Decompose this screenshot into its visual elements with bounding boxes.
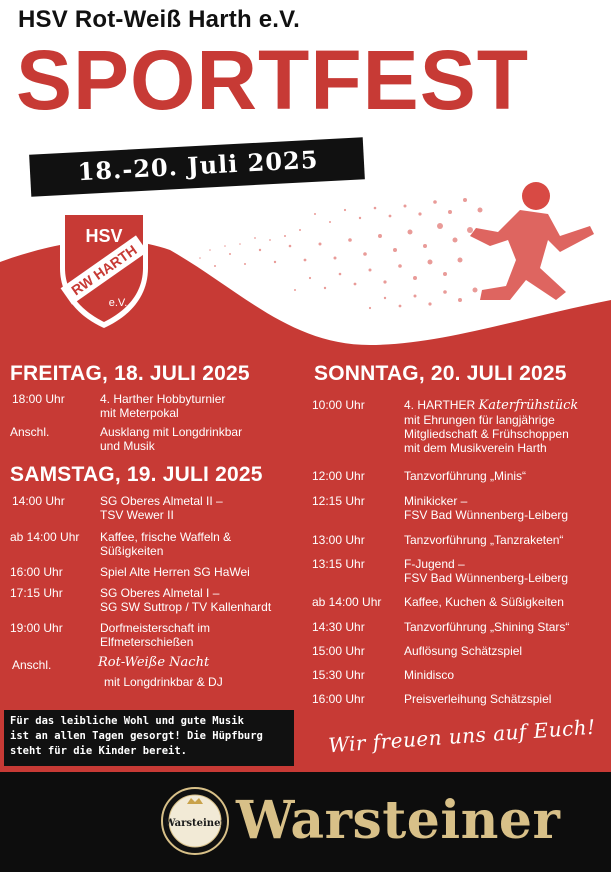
schedule-row bbox=[10, 586, 302, 616]
row-desc bbox=[404, 494, 568, 522]
row-line: Dorfmeisterschaft im bbox=[100, 621, 211, 635]
schedule-row bbox=[312, 692, 608, 708]
schedule-row bbox=[312, 494, 608, 524]
row-desc: Tanzvorführung „Shining Stars“ bbox=[404, 620, 570, 634]
note-line: steht für die Kinder bereit. bbox=[10, 745, 188, 757]
row-line: Süßigkeiten bbox=[100, 544, 164, 558]
badge-text: Warsteiner bbox=[164, 818, 226, 829]
row-desc: Kaffee, Kuchen & Süßigkeiten bbox=[404, 595, 564, 609]
row-desc bbox=[100, 621, 210, 649]
crest-bottom-text: e.V. bbox=[108, 297, 128, 309]
schedule-row bbox=[10, 425, 300, 455]
row-line: Ausklang mit Longdrinkbar bbox=[100, 425, 243, 439]
row-line: F-Jugend – bbox=[404, 557, 465, 571]
row-time: ab 14:00 Uhr bbox=[312, 595, 382, 609]
row-line: Minikicker – bbox=[404, 494, 468, 508]
schedule-row bbox=[10, 530, 302, 560]
row-time: Anschl. bbox=[10, 425, 50, 439]
row-line: und Musik bbox=[100, 439, 155, 453]
row-line: 4. Harther Hobbyturnier bbox=[100, 392, 226, 406]
row-time: 10:00 Uhr bbox=[312, 398, 365, 412]
row-desc: mit Longdrinkbar & DJ bbox=[104, 675, 223, 689]
row-time: 15:30 Uhr bbox=[312, 668, 365, 682]
schedule-row bbox=[312, 469, 608, 485]
schedule-row bbox=[312, 668, 608, 684]
row-time: 16:00 Uhr bbox=[10, 565, 63, 579]
row-time: 19:00 Uhr bbox=[10, 621, 63, 635]
row-line: FSV Bad Wünnenberg-Leiberg bbox=[404, 508, 569, 522]
row-desc bbox=[100, 392, 225, 420]
row-time: 12:15 Uhr bbox=[312, 494, 365, 508]
row-line: SG SW Suttrop / TV Kallenhardt bbox=[100, 600, 272, 614]
row-line: mit Meterpokal bbox=[100, 406, 179, 420]
schedule-row bbox=[312, 557, 608, 587]
schedule-row bbox=[312, 533, 608, 549]
row-desc bbox=[100, 586, 271, 614]
row-line: SG Oberes Almetal II – bbox=[100, 494, 223, 508]
event-dates: 18.-20. Juli 2025 bbox=[76, 144, 320, 187]
schedule-row bbox=[312, 644, 608, 660]
row-desc bbox=[100, 530, 231, 558]
row-time: ab 14:00 Uhr bbox=[10, 530, 80, 544]
schedule-row bbox=[12, 392, 302, 422]
row-time: 13:00 Uhr bbox=[312, 533, 365, 547]
row-time: 15:00 Uhr bbox=[312, 644, 365, 658]
schedule-row bbox=[12, 494, 302, 524]
row-desc: Spiel Alte Herren SG HaWei bbox=[100, 565, 250, 579]
row-time: 18:00 Uhr bbox=[12, 392, 65, 406]
row-desc bbox=[404, 557, 568, 585]
club-crest-logo bbox=[56, 206, 152, 330]
row-line: Mitgliedschaft & Frühschoppen bbox=[404, 427, 569, 441]
schedule-row bbox=[312, 595, 608, 611]
row-desc bbox=[100, 494, 223, 522]
row-time: 14:00 Uhr bbox=[12, 494, 65, 508]
row-desc: Minidisco bbox=[404, 668, 455, 682]
row-time: 13:15 Uhr bbox=[312, 557, 365, 571]
info-note bbox=[4, 710, 294, 766]
row-line: Kaffee, frische Waffeln & bbox=[100, 530, 232, 544]
row-desc: Preisverleihung Schätzspiel bbox=[404, 692, 552, 706]
schedule-row bbox=[10, 621, 302, 651]
sunday-heading: SONNTAG, 20. JULI 2025 bbox=[314, 362, 567, 385]
row-line: 4. HARTHER bbox=[404, 398, 476, 412]
row-line: mit dem Musikverein Harth bbox=[404, 441, 547, 455]
sponsor-name: Warsteiner bbox=[236, 790, 561, 851]
row-time: Anschl. bbox=[12, 658, 52, 672]
row-time: 17:15 Uhr bbox=[10, 586, 63, 600]
crest-top-text: HSV bbox=[85, 226, 123, 246]
row-line: Elfmeterschießen bbox=[100, 635, 194, 649]
schedule-row bbox=[312, 620, 608, 636]
schedule-row bbox=[312, 398, 608, 458]
event-headline: SPORTFEST bbox=[16, 33, 530, 127]
row-script-title: Katerfrühstück bbox=[478, 398, 579, 413]
slogan: Wir freuen uns auf Euch! bbox=[327, 714, 597, 758]
row-script-title: Rot-Weiße Nacht bbox=[98, 655, 210, 670]
club-title: HSV Rot-Weiß Harth e.V. bbox=[18, 6, 300, 33]
saturday-heading: SAMSTAG, 19. JULI 2025 bbox=[10, 463, 263, 486]
crest-band-text: RW HARTH bbox=[68, 241, 140, 299]
row-line: SG Oberes Almetal I – bbox=[100, 586, 220, 600]
note-line: ist an allen Tagen gesorgt! Die Hüpfburg bbox=[10, 730, 263, 742]
row-desc: Tanzvorführung „Minis“ bbox=[404, 469, 527, 483]
schedule-row bbox=[10, 565, 302, 581]
row-desc: Tanzvorführung „Tanzraketen“ bbox=[404, 533, 564, 547]
row-time: 12:00 Uhr bbox=[312, 469, 365, 483]
row-time: 16:00 Uhr bbox=[312, 692, 365, 706]
schedule-row bbox=[12, 655, 302, 692]
sponsor-badge-logo bbox=[160, 786, 230, 856]
row-desc bbox=[100, 425, 242, 453]
row-time: 14:30 Uhr bbox=[312, 620, 365, 634]
note-line: Für das leibliche Wohl und gute Musik bbox=[10, 715, 244, 727]
row-line: TSV Wewer II bbox=[100, 508, 174, 522]
row-desc bbox=[404, 398, 578, 455]
row-desc: Auflösung Schätzspiel bbox=[404, 644, 523, 658]
row-line: FSV Bad Wünnenberg-Leiberg bbox=[404, 571, 569, 585]
row-line: mit Ehrungen für langjährige bbox=[404, 413, 555, 427]
friday-heading: FREITAG, 18. JULI 2025 bbox=[10, 362, 250, 385]
